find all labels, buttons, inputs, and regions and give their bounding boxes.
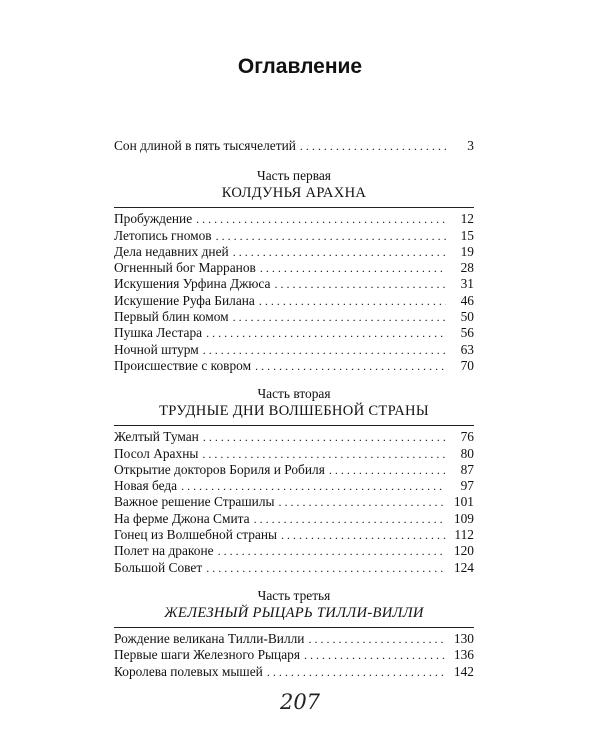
dot-leader xyxy=(233,309,446,325)
entry-title: Дела недавних дней xyxy=(114,243,229,259)
part-name: ТРУДНЫЕ ДНИ ВОЛШЕБНОЙ СТРАНЫ xyxy=(159,403,429,420)
entry-title: Новая беда xyxy=(114,478,178,494)
entry-title: Полет на драконе xyxy=(114,543,214,559)
entry-page: 50 xyxy=(460,309,474,325)
toc-entry[interactable] xyxy=(114,358,474,374)
entry-title: Сон длиной в пять тысячелетий xyxy=(114,138,296,153)
entry-title: Огненный бог Марранов xyxy=(114,260,256,276)
part-label: Часть первая xyxy=(257,168,331,184)
dot-leader xyxy=(233,244,446,260)
entry-page: 31 xyxy=(460,276,474,292)
dot-leader xyxy=(308,631,446,647)
table-of-contents xyxy=(114,138,474,680)
dot-leader xyxy=(206,560,446,576)
entry-page: 76 xyxy=(460,429,474,445)
toc-entry[interactable] xyxy=(114,560,474,576)
toc-entry[interactable] xyxy=(114,293,474,309)
entry-title: Ночной штурм xyxy=(114,341,199,357)
dot-leader xyxy=(281,527,446,543)
entry-title: Летопись гномов xyxy=(114,227,212,243)
toc-entry[interactable] xyxy=(114,478,474,494)
entry-title: Гонец из Волшебной страны xyxy=(114,527,278,543)
toc-entry[interactable] xyxy=(114,211,474,227)
dot-leader xyxy=(203,342,446,358)
entry-title: Пробуждение xyxy=(114,211,193,227)
part-label: Часть вторая xyxy=(257,386,331,402)
toc-entry[interactable] xyxy=(114,276,474,292)
entry-page: 12 xyxy=(460,211,474,227)
toc-entry[interactable] xyxy=(114,543,474,559)
entry-page: 109 xyxy=(453,510,474,526)
toc-entry[interactable] xyxy=(114,664,474,680)
dot-leader xyxy=(329,462,446,478)
toc-entry[interactable] xyxy=(114,631,474,647)
entry-title: Посол Арахны xyxy=(114,445,199,461)
toc-entry[interactable] xyxy=(114,325,474,341)
chapter-list xyxy=(114,429,474,576)
divider xyxy=(114,627,474,628)
entry-title: На ферме Джона Смита xyxy=(114,510,250,526)
toc-entry[interactable] xyxy=(114,244,474,260)
toc-entry[interactable] xyxy=(114,527,474,543)
dot-leader xyxy=(206,325,446,341)
toc-entry[interactable] xyxy=(114,494,474,510)
entry-title: Первые шаги Железного Рыцаря xyxy=(114,647,300,663)
dot-leader xyxy=(274,276,446,292)
toc-entry[interactable] xyxy=(114,228,474,244)
entry-page: 136 xyxy=(453,647,474,663)
entry-page: 130 xyxy=(453,630,474,646)
entry-title: Желтый Туман xyxy=(114,429,199,445)
page-title: Оглавление xyxy=(237,55,363,78)
part-name: КОЛДУНЬЯ АРАХНА xyxy=(221,185,367,202)
dot-leader xyxy=(267,664,446,680)
entry-title: Открытие докторов Бориля и Робиля xyxy=(114,461,325,477)
entry-title: Большой Совет xyxy=(114,559,203,575)
dot-leader xyxy=(255,358,446,374)
dot-leader xyxy=(304,647,446,663)
entry-page: 142 xyxy=(453,663,474,679)
entry-title: Искушения Урфина Джюса xyxy=(114,276,271,292)
part-heading xyxy=(114,386,474,420)
entry-page: 97 xyxy=(460,478,474,494)
toc-entry-prologue[interactable] xyxy=(114,138,474,154)
dot-leader xyxy=(300,138,446,154)
divider xyxy=(114,207,474,208)
entry-page: 80 xyxy=(460,445,474,461)
entry-title: Искушение Руфа Билана xyxy=(114,292,255,308)
toc-entry[interactable] xyxy=(114,260,474,276)
entry-page: 19 xyxy=(460,243,474,259)
entry-page: 15 xyxy=(460,227,474,243)
dot-leader xyxy=(254,511,446,527)
entry-title: Первый блин комом xyxy=(114,309,229,325)
toc-entry[interactable] xyxy=(114,309,474,325)
dot-leader xyxy=(216,228,446,244)
entry-page: 28 xyxy=(460,260,474,276)
entry-title: Важное решение Страшилы xyxy=(114,494,275,510)
entry-page: 101 xyxy=(453,494,474,510)
toc-entry[interactable] xyxy=(114,647,474,663)
toc-entry[interactable] xyxy=(114,446,474,462)
toc-entry[interactable] xyxy=(114,342,474,358)
part-label: Часть третья xyxy=(257,587,331,603)
entry-title: Королева полевых мышей xyxy=(114,663,263,679)
entry-title: Пушка Лестара xyxy=(114,325,203,341)
entry-title: Происшествие с ковром xyxy=(114,357,252,373)
chapter-list xyxy=(114,211,474,374)
dot-leader xyxy=(203,429,446,445)
dot-leader xyxy=(196,211,446,227)
entry-page: 3 xyxy=(467,138,474,153)
entry-page: 87 xyxy=(460,461,474,477)
entry-title: Рождение великана Тилли-Вилли xyxy=(114,630,305,646)
toc-entry[interactable] xyxy=(114,429,474,445)
dot-leader xyxy=(260,260,446,276)
entry-page: 63 xyxy=(460,341,474,357)
entry-page: 120 xyxy=(453,543,474,559)
dot-leader xyxy=(218,543,446,559)
toc-entry[interactable] xyxy=(114,462,474,478)
entry-page: 124 xyxy=(453,559,474,575)
page-number: 207 xyxy=(279,690,321,714)
part-name: ЖЕЛЕЗНЫЙ РЫЦАРЬ ТИЛЛИ-ВИЛЛИ xyxy=(164,604,424,621)
dot-leader xyxy=(202,446,446,462)
chapter-list xyxy=(114,631,474,680)
dot-leader xyxy=(259,293,446,309)
divider xyxy=(114,425,474,426)
dot-leader xyxy=(279,494,446,510)
entry-page: 56 xyxy=(460,325,474,341)
toc-entry[interactable] xyxy=(114,511,474,527)
entry-page: 46 xyxy=(460,292,474,308)
entry-page: 112 xyxy=(454,527,474,543)
entry-page: 70 xyxy=(460,357,474,373)
dot-leader xyxy=(181,478,446,494)
part-heading xyxy=(114,588,474,622)
part-heading xyxy=(114,168,474,202)
